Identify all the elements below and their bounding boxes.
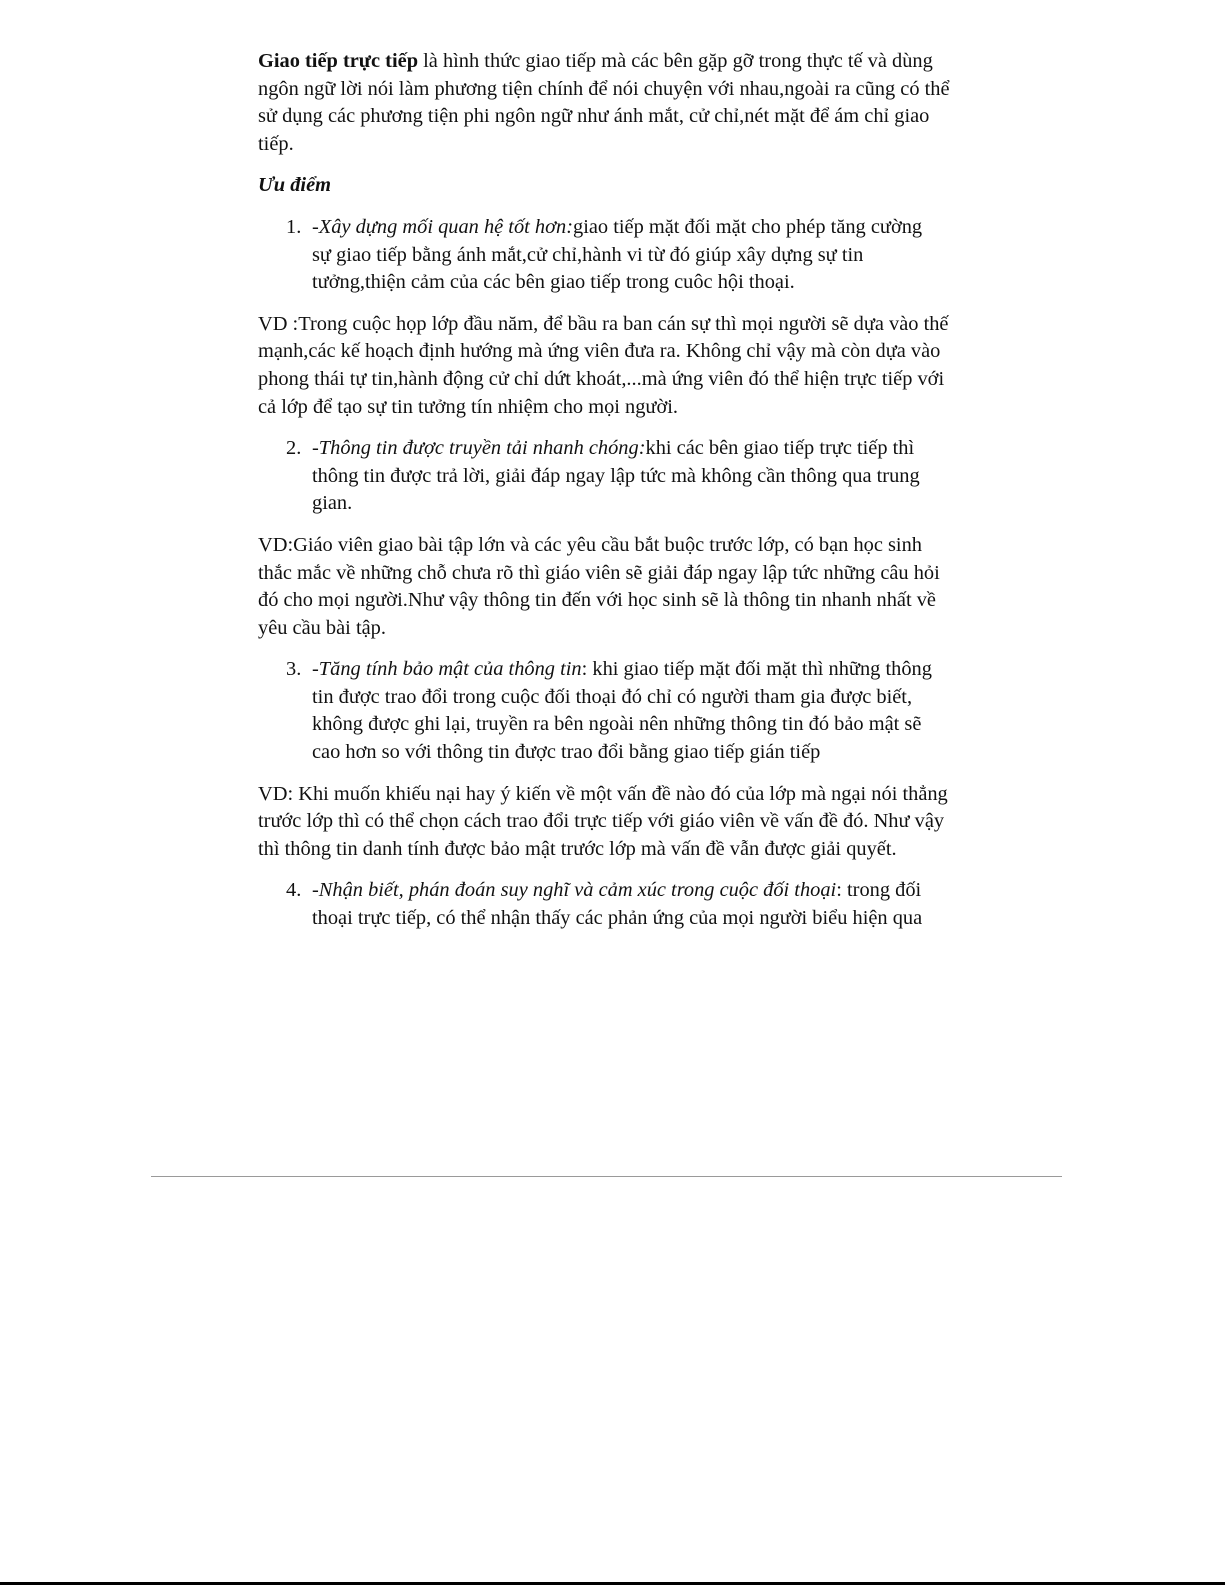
list-number: 2. [286,437,302,460]
example-paragraph-2: VD:Giáo viên giao bài tập lớn và các yêu cầu bắt buộc trước lớp, có bạn học sinh thắc mắc về những chỗ chưa rõ thì giáo viên sẽ giải đáp ngay lập tức những câu hỏi đó cho mọi người.Như vậy thông tin đến với học sinh sẽ là thông tin nhanh nhất về yêu cầu bài tập. [258,533,940,639]
list-number: 4. [286,879,302,902]
list-item-title: -Nhận biết, phán đoán suy nghĩ và cảm xúc trong cuộc đối thoại [312,879,837,902]
intro-text: là hình thức giao tiếp mà các bên gặp gỡ trong thực tế và dùng ngôn ngữ lời nói làm phương tiện chính để nói chuyện với nhau,ngoài ra cũng có thể sử dụng các phương tiện phi ngôn ngữ như ánh mắt, cử chỉ,nét mặt để ám chỉ giao tiếp. [258,50,950,155]
list-item-1 [258,214,940,297]
advantages-heading: Ưu điểm [258,174,332,197]
example-paragraph-3: VD: Khi muốn khiếu nại hay ý kiến về một vấn đề nào đó của lớp mà ngại nói thẳng trước lớp thì có thể chọn cách trao đổi trực tiếp với giáo viên về vấn đề đó. Như vậy thì thông tin danh tính được bảo mật trước lớp mà vấn đề vẫn được giải quyết. [258,782,948,860]
list-number: 1. [286,215,302,238]
document-body [258,48,958,947]
list-item-3 [258,656,940,766]
list-item-title: -Thông tin được truyền tải nhanh chóng: [312,437,646,460]
list-item-title: -Xây dựng mối quan hệ tốt hơn: [312,215,573,238]
list-item-text: : trong đối thoại trực tiếp, có thể nhận thấy các phản ứng của mọi người biểu hiện qua [312,879,923,930]
list-item-title: -Tăng tính bảo mật của thông tin [312,658,582,681]
list-item-text: khi các bên giao tiếp trực tiếp thì thông tin được trả lời, giải đáp ngay lập tức mà không cần thông qua trung gian. [312,437,920,515]
list-item-2 [258,435,940,518]
page-break-divider [151,1176,1062,1177]
list-item-text: giao tiếp mặt đối mặt cho phép tăng cường sự giao tiếp bằng ánh mắt,cử chỉ,hành vi từ đó giúp xây dựng sự tin tưởng,thiện cảm của các bên giao tiếp trong cuôc hội thoại. [312,215,923,294]
example-paragraph-1: VD :Trong cuộc họp lớp đầu năm, để bầu ra ban cán sự thì mọi người sẽ dựa vào thế mạnh,các kế hoạch định hướng mà ứng viên đưa ra. Không chỉ vậy mà còn dựa vào phong thái tự tin,hành động cử chỉ dứt khoát,...mà ứng viên đó thể hiện trực tiếp với cả lớp để tạo sự tin tưởng tín nhiệm cho mọi người. [258,312,949,418]
intro-term: Giao tiếp trực tiếp [258,50,419,72]
intro-paragraph [258,48,958,158]
list-number: 3. [286,658,302,681]
list-item-4 [258,877,940,932]
list-item-text: : khi giao tiếp mặt đối mặt thì những thông tin được trao đổi trong cuộc đối thoại đó chỉ có người tham gia được biết, không được ghi lại, truyền ra bên ngoài nên những thông tin đó bảo mật sẽ cao hơn so với thông tin được trao đổi bằng giao tiếp gián tiếp [312,658,932,764]
